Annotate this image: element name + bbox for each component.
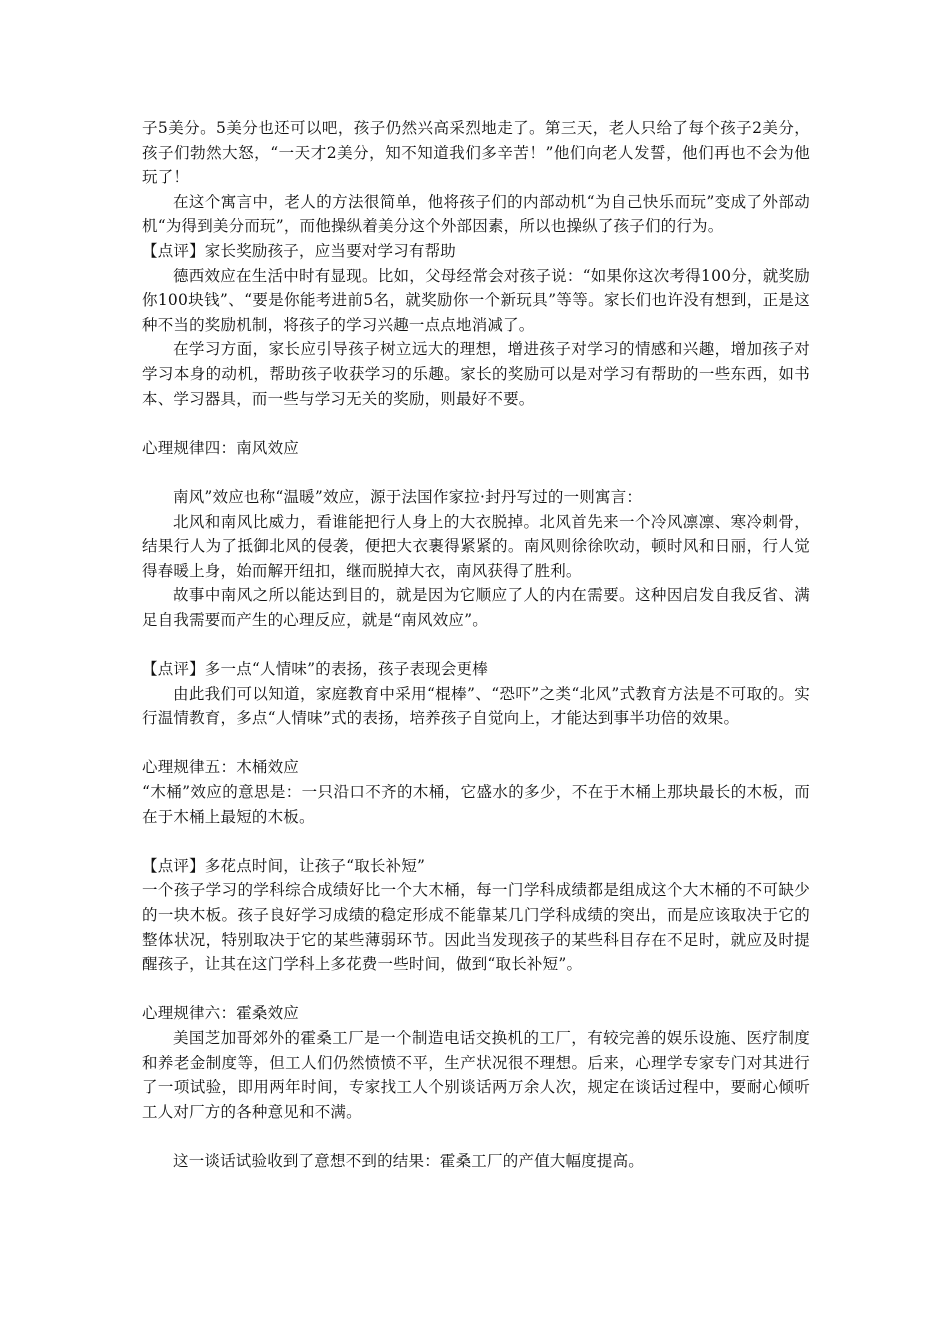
section-heading: 心理规律五：木桶效应	[142, 758, 300, 777]
paragraph: 由此我们可以知道，家庭教育中采用“棍棒”、“恐吓”之类“北风”式教育方法是不可取的。实行温情教育，多点“人情味”式的表扬，培养孩子自觉向上，才能达到事半功倍的效果。	[142, 684, 810, 728]
paragraph: 在这个寓言中，老人的方法很简单，他将孩子们的内部动机“为自己快乐而玩”变成了外部动机“为得到美分而玩”，而他操纵着美分这个外部因素，所以也操纵了孩子们的行为。	[142, 192, 810, 236]
paragraph: 一个孩子学习的学科综合成绩好比一个大木桶，每一门学科成绩都是组成这个大木桶的不可缺少的一块木板。孩子良好学习成绩的稳定形成不能靠某几门学科成绩的突出，而是应该取决于它的整体状况，特别取决于它的某些薄弱环节。因此当发现孩子的某些科目存在不足时，就应及时提醒孩子，让其在这门学科上多花费一些时间，做到“取长补短”。	[142, 881, 810, 974]
paragraph: 在学习方面，家长应引导孩子树立远大的理想，增进孩子对学习的情感和兴趣，增加孩子对学习本身的动机，帮助孩子收获学习的乐趣。家长的奖励可以是对学习有帮助的一些东西，如书本、学习器具，而一些与学习无关的奖励，则最好不要。	[142, 340, 810, 408]
paragraph: 故事中南风之所以能达到目的，就是因为它顺应了人的内在需要。这种因启发自我反省、满足自我需要而产生的心理反应，就是“南风效应”。	[142, 586, 810, 629]
paragraph: 南风”效应也称“温暖”效应，源于法国作家拉·封丹写过的一则寓言：	[173, 487, 643, 506]
document-body	[142, 116, 810, 1174]
paragraph: 这一谈话试验收到了意想不到的结果：霍桑工厂的产值大幅度提高。	[173, 1151, 645, 1170]
comment-heading: 【点评】家长奖励孩子，应当要对学习有帮助	[142, 241, 457, 260]
blank-line	[142, 829, 810, 854]
paragraph: 美国芝加哥郊外的霍桑工厂是一个制造电话交换机的工厂，有较完善的娱乐设施、医疗制度和养老金制度等，但工人们仍然愤愤不平，生产状况很不理想。后来，心理学专家专门对其进行了一项试验，即用两年时间，专家找工人个别谈话两万余人次，规定在谈话过程中，要耐心倾听工人对厂方的各种意见和不满。	[142, 1028, 810, 1121]
section-heading: 心理规律六：霍桑效应	[142, 1004, 300, 1023]
paragraph: “木桶”效应的意思是：一只沿口不齐的木桶，它盛水的多少，不在于木桶上那块最长的木板，而在于木桶上最短的木板。	[142, 783, 810, 826]
blank-line	[142, 411, 810, 436]
paragraph: 子5美分。5美分也还可以吧，孩子仍然兴高采烈地走了。第三天，老人只给了每个孩子2美分，孩子们勃然大怒，“一天才2美分，知不知道我们多辛苦！”他们向老人发誓，他们再也不会为他玩了！	[142, 119, 810, 187]
comment-heading: 【点评】多一点“人情味”的表扬，孩子表现会更棒	[142, 660, 488, 679]
blank-line	[142, 977, 810, 1002]
comment-heading: 【点评】多花点时间，让孩子“取长补短”	[142, 856, 426, 875]
blank-line	[142, 1124, 810, 1149]
section-heading: 心理规律四：南风效应	[142, 438, 300, 457]
blank-line	[142, 731, 810, 756]
paragraph: 北风和南风比威力，看谁能把行人身上的大衣脱掉。北风首先来一个冷风凛凛、寒冷刺骨，结果行人为了抵御北风的侵袭，便把大衣裹得紧紧的。南风则徐徐吹动，顿时风和日丽，行人觉得春暖上身，始而解开纽扣，继而脱掉大衣，南风获得了胜利。	[142, 512, 810, 580]
blank-line	[142, 460, 810, 485]
blank-line	[142, 632, 810, 657]
paragraph: 德西效应在生活中时有显现。比如，父母经常会对孩子说：“如果你这次考得100分，就奖励你100块钱”、“要是你能考进前5名，就奖励你一个新玩具”等等。家长们也许没有想到，正是这种不当的奖励机制，将孩子的学习兴趣一点点地消减了。	[142, 266, 810, 334]
